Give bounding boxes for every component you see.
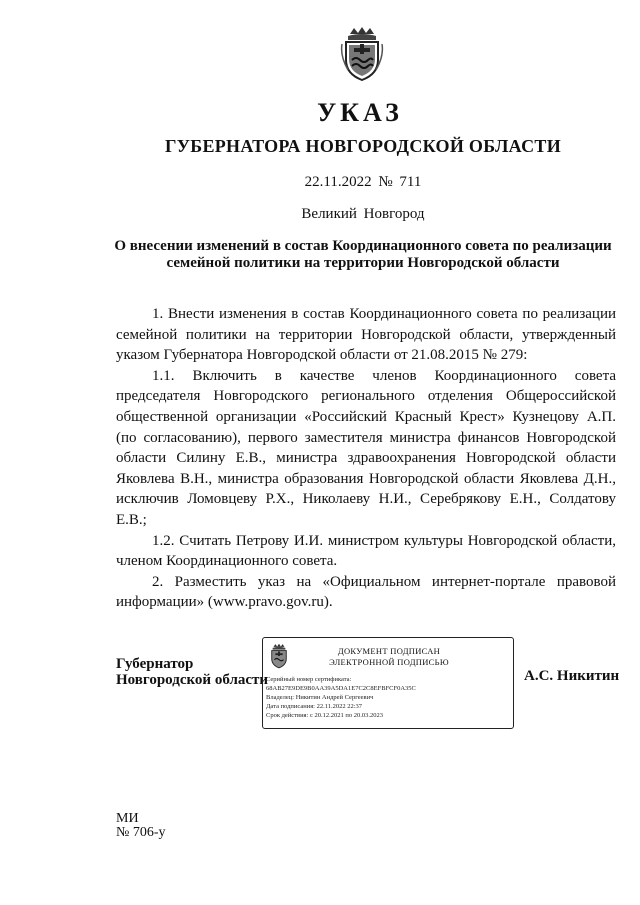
date-number-line bbox=[0, 174, 640, 191]
decree-heading-line1: О внесении изменений в состав Координационного совета по реализации bbox=[114, 238, 612, 254]
stamp-heading-line2: ЭЛЕКТРОННОЙ ПОДПИСЬЮ bbox=[329, 657, 449, 667]
paragraph-1-2: 1.2. Считать Петрову И.И. министром культуры Новгородской области, членом Координационного совета. bbox=[116, 532, 616, 570]
stamp-details bbox=[266, 675, 512, 720]
signatory-position bbox=[116, 656, 268, 688]
stamp-validity: Срок действия: с 20.12.2021 по 20.03.2023 bbox=[266, 712, 383, 720]
stamp-signed-date: Дата подписания: 22.11.2022 22:37 bbox=[266, 703, 363, 711]
decree-date: 22.11.2022 bbox=[304, 174, 372, 190]
document-title: УКАЗ bbox=[317, 98, 403, 127]
place-of-issue: Великий Новгород bbox=[301, 206, 425, 222]
decree-body bbox=[116, 304, 616, 613]
stamp-serial-label: Серийный номер сертификата: bbox=[266, 676, 352, 683]
signatory-name: А.С. Никитин bbox=[524, 668, 620, 684]
stamp-owner: Владелец: Никитин Андрей Сергеевич bbox=[266, 694, 374, 702]
paragraph-1: 1. Внести изменения в состав Координационного совета по реализации семейной политики на территории Новгородской области, утвержденный указом Губернатора Новгородской области от 21.08.2015 № 279: bbox=[116, 306, 616, 364]
footer-initials: МИ bbox=[116, 811, 139, 826]
stamp-serial: 68AB27E9DE9B0AA39A5DA1E7C2C8EFBFCF0A35C bbox=[266, 685, 416, 693]
number-sign: № bbox=[378, 174, 393, 190]
decree-number: 711 bbox=[399, 174, 422, 190]
novgorod-coat-of-arms-icon bbox=[340, 26, 384, 82]
paragraph-2: 2. Разместить указ на «Официальном интернет-портале правовой информации» (www.pravo.gov.ru). bbox=[116, 573, 616, 611]
paragraph-1-1: 1.1. Включить в качестве членов Координационного совета председателя Новгородского регионального отделения Общероссийской общественной организации «Российский Красный Крест» Кузнецову А.П. (по согласованию), первого заместителя министра финансов Новгородской области Силину Е.В., министра здравоохранения Новгородской области Яковлева В.Н., министра образования Новгородской области Яковлева Д.Н., исключив Ломовцеву Р.Х., Николаеву Н.И., Серебрякову Е.Н., Солдатову Е.В.; bbox=[116, 367, 616, 528]
stamp-heading bbox=[263, 646, 515, 668]
document-issuer: ГУБЕРНАТОРА НОВГОРОДСКОЙ ОБЛАСТИ bbox=[164, 136, 561, 156]
decree-heading bbox=[110, 238, 616, 272]
decree-heading-line2: семейной политики на территории Новгородской области bbox=[166, 255, 560, 271]
stamp-heading-line1: ДОКУМЕНТ ПОДПИСАН bbox=[337, 646, 441, 656]
signatory-position-line2: Новгородской области bbox=[116, 672, 269, 688]
footer-reference bbox=[116, 812, 166, 840]
electronic-signature-stamp bbox=[262, 637, 514, 729]
footer-ref-number: № 706-у bbox=[116, 825, 166, 840]
signatory-position-line1: Губернатор bbox=[116, 656, 194, 672]
